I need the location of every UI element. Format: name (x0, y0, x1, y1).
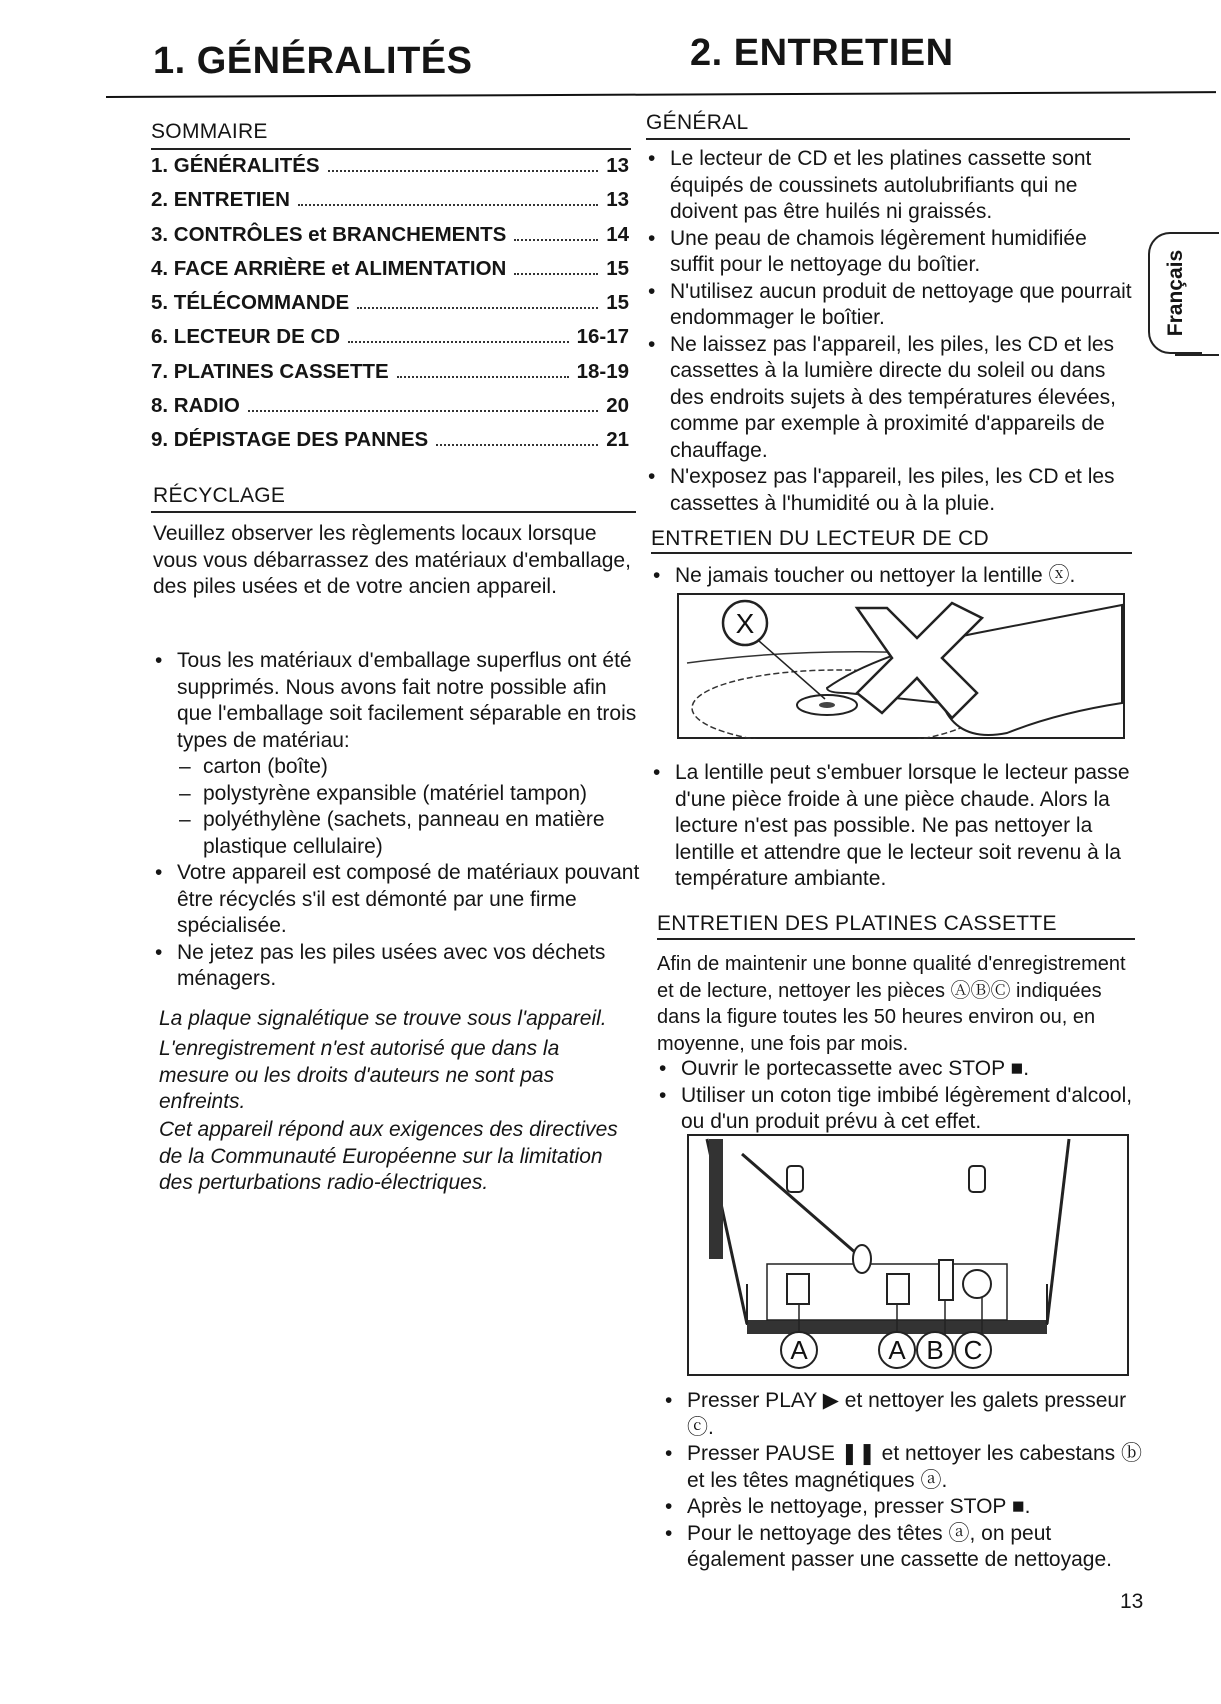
toc-item[interactable]: 8. RADIO 20 (151, 394, 629, 418)
list-item: • Tous les matériaux d'emballage superflus ont été supprimés. Nous avons fait notre possible afin que l'emballage soit facilement séparable en trois types de matériau: – carton (boîte) – polystyrène expansible (matériel tampon) – polyéthylène (sachets, panneau en matière plastique cellulaire) (153, 648, 643, 860)
toc-item[interactable]: 5. TÉLÉCOMMANDE 15 (151, 291, 629, 315)
tab-rule-top (1175, 232, 1219, 234)
nameplate-note: La plaque signalétique se trouve sous l'appareil. (159, 1007, 607, 1030)
language-tab[interactable] (1148, 232, 1202, 354)
cassette-list-bottom (663, 1388, 1143, 1574)
list-item: • Le lecteur de CD et les platines cassette sont équipés de coussinets autolubrifiants qui ne doivent pas être huilés ni graissés. (646, 146, 1134, 226)
title-rule (106, 91, 1216, 98)
recyclage-list (153, 648, 643, 993)
tab-rule-bottom (1175, 354, 1219, 356)
left-page-title: 1. GÉNÉRALITÉS (153, 40, 473, 82)
toc-item[interactable]: 7. PLATINES CASSETTE 18-19 (151, 359, 629, 383)
deck-label-a: A (888, 1335, 906, 1365)
material-item: – polyéthylène (sachets, panneau en matière plastique cellulaire) (177, 807, 643, 860)
ec-directive-note: Cet appareil répond aux exigences des directives de la Communauté Européenne sur la limitation des perturbations radio-électriques. (159, 1118, 618, 1194)
toc-item[interactable]: 1. GÉNÉRALITÉS 13 (151, 154, 629, 177)
cd-lens-label: X (735, 608, 755, 639)
deck-label-b: B (926, 1335, 944, 1365)
cassette-intro: Afin de maintenir une bonne qualité d'enregistrement et de lecture, nettoyer les pièces ⒶⒷⒸ indiquées dans la figure toutes les 50 heures environ ou, en moyenne, une fois par mois. (657, 953, 1126, 1055)
list-item: • Votre appareil est composé de matériaux pouvant être récyclés s'il est démonté par une firme spécialisée. (153, 860, 643, 940)
cd-condensation-bullet (651, 760, 1141, 893)
list-item: • Ne jetez pas les piles usées avec vos déchets ménagers. (153, 940, 643, 993)
page-number: 13 (1120, 1590, 1144, 1613)
cassette-deck-figure (687, 1134, 1129, 1376)
list-item: • N'exposez pas l'appareil, les piles, les CD et les cassettes à l'humidité ou à la pluie. (646, 464, 1134, 517)
cassette-list-top (657, 1056, 1137, 1136)
language-tab-label: Français (1164, 249, 1187, 337)
list-item: • Ouvrir le portecassette avec STOP ■. (657, 1056, 1137, 1083)
list-item: • La lentille peut s'embuer lorsque le lecteur passe d'une pièce froide à une pièce chaude. Alors la lecture n'est pas possible. Ne pas nettoyer la lentille et attendre que le lecteur soit revenu à la température ambiante. (651, 760, 1141, 893)
list-item: • Une peau de chamois légèrement humidifiée suffit pour le nettoyage du boîtier. (646, 226, 1134, 279)
cd-care-heading: ENTRETIEN DU LECTEUR DE CD (651, 527, 989, 550)
cassette-care-rule (657, 938, 1135, 940)
sommaire-rule (151, 148, 631, 150)
toc-item[interactable]: 4. FACE ARRIÈRE et ALIMENTATION 15 (151, 256, 629, 280)
list-item: • N'utilisez aucun produit de nettoyage que pourrait endommager le boîtier. (646, 279, 1134, 332)
cd-lens-figure (677, 593, 1125, 739)
sommaire-heading: SOMMAIRE (151, 120, 268, 143)
recyclage-rule (151, 511, 636, 513)
cassette-care-heading: ENTRETIEN DES PLATINES CASSETTE (657, 912, 1057, 935)
list-item: • Utiliser un coton tige imbibé légèrement d'alcool, ou d'un produit prévu à cet effet. (657, 1083, 1137, 1136)
deck-label-c: C (963, 1335, 983, 1365)
list-item: • Ne jamais toucher ou nettoyer la lentille ⓧ. (651, 563, 1141, 590)
general-heading: GÉNÉRAL (646, 111, 749, 134)
copyright-note: L'enregistrement n'est autorisé que dans la mesure ou les droits d'auteurs ne sont pas enfreints. (159, 1037, 560, 1113)
general-rule (646, 138, 1130, 140)
toc-item[interactable]: 9. DÉPISTAGE DES PANNES 21 (151, 428, 629, 452)
cd-care-rule (651, 552, 1132, 554)
material-item: – carton (boîte) (177, 754, 643, 781)
general-list (646, 146, 1134, 517)
list-item: • Presser PLAY ▶ et nettoyer les galets presseur ⓒ. (663, 1388, 1143, 1441)
list-item: • Ne laissez pas l'appareil, les piles, les CD et les cassettes à la lumière directe du soleil ou dans des endroits sujets à des températures élevées, comme par exemple à proximité d'appareils de chauffage. (646, 332, 1134, 465)
right-page-title: 2. ENTRETIEN (690, 32, 954, 74)
recyclage-heading: RÉCYCLAGE (153, 484, 286, 507)
toc-item[interactable]: 2. ENTRETIEN 13 (151, 188, 629, 212)
table-of-contents (151, 154, 629, 463)
toc-item[interactable]: 6. LECTEUR DE CD 16-17 (151, 325, 629, 349)
material-item: – polystyrène expansible (matériel tampon) (177, 781, 643, 808)
cd-care-bullet (651, 563, 1141, 590)
recyclage-intro: Veuillez observer les règlements locaux lorsque vous vous débarrassez des matériaux d'emballage, des piles usées et de votre ancien appareil. (153, 522, 631, 598)
toc-item[interactable]: 3. CONTRÔLES et BRANCHEMENTS 14 (151, 222, 629, 246)
list-item: • Pour le nettoyage des têtes ⓐ, on peut également passer une cassette de nettoyage. (663, 1521, 1143, 1574)
list-item: • Presser PAUSE ❚❚ et nettoyer les cabestans ⓑ et les têtes magnétiques ⓐ. (663, 1441, 1143, 1494)
deck-label-a: A (790, 1335, 808, 1365)
list-item: • Après le nettoyage, presser STOP ■. (663, 1494, 1143, 1521)
